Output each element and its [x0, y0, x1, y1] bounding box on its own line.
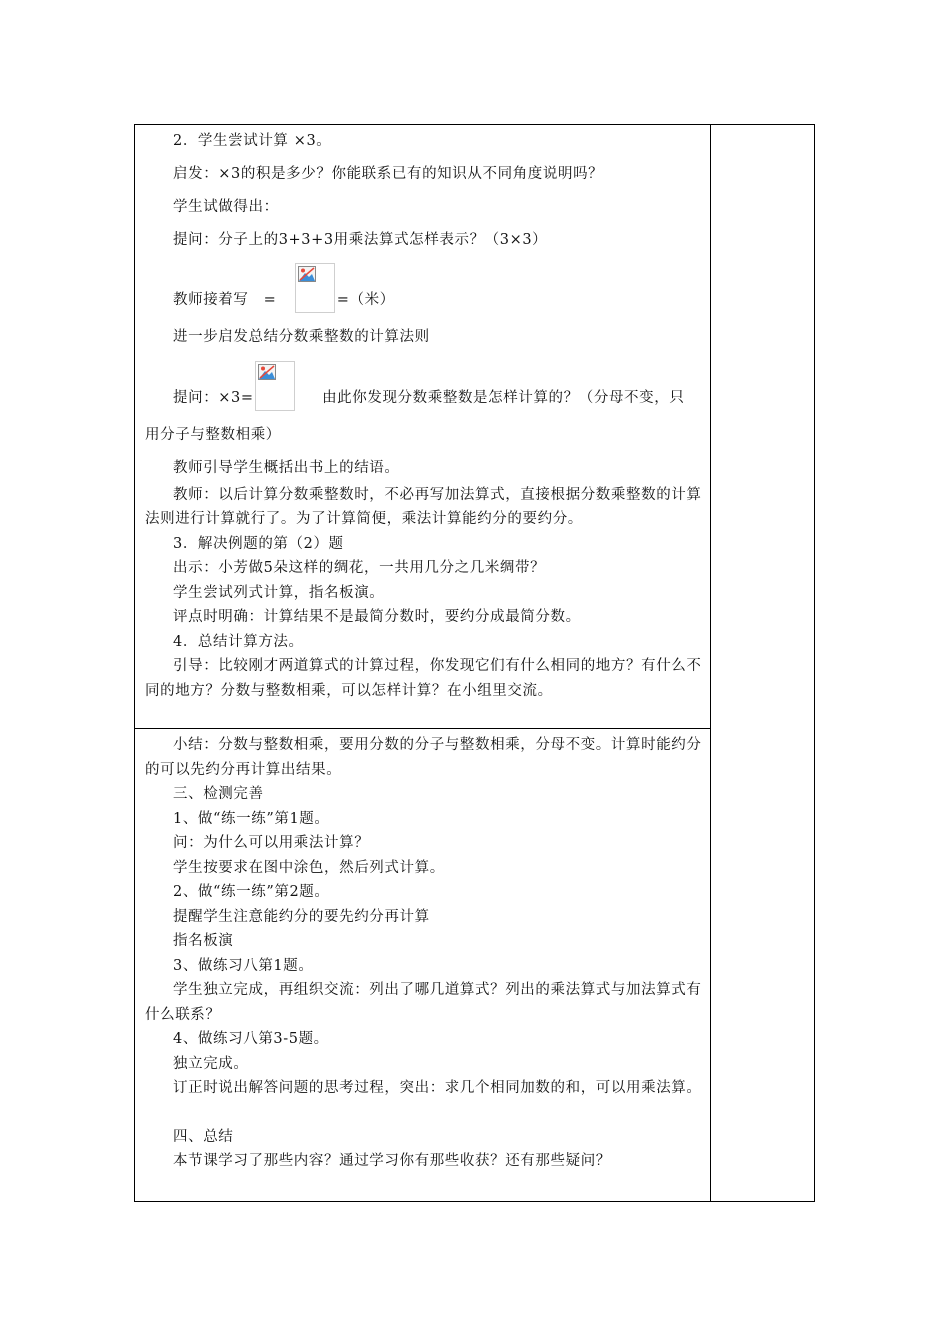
- formula-image-placeholder: [255, 361, 295, 411]
- question-rule-text: 由此你发现分数乘整数是怎样计算的？（分母不变，只: [322, 390, 685, 406]
- question-rule-row: [145, 357, 705, 407]
- section-3-heading: 三、检测完善: [173, 786, 264, 802]
- closing-questions-text: 本节课学习了那些内容？通过学习你有那些收获？还有那些疑问？: [173, 1153, 611, 1169]
- teacher-guide-text: 教师引导学生概括出书上的结语。: [173, 460, 400, 476]
- lower-content-cell: [145, 733, 705, 1174]
- rule-answer-text: 用分子与整数相乘）: [145, 427, 281, 443]
- exercise-2-board: 指名板演: [173, 933, 234, 949]
- correction-note-text: 订正时说出解答问题的思考过程，突出：求几个相同加数的和，可以用乘法算。: [173, 1080, 702, 1096]
- exercise-1-question: 问：为什么可以用乘法计算？: [173, 835, 370, 851]
- example-problem-text: 出示：小芳做5朵这样的绸花，一共用几分之几米绸带？: [173, 560, 546, 576]
- upper-content-cell: [145, 131, 705, 703]
- question-text: 提问：分子上的3+3+3用乘法算式怎样表示？（3×3）: [173, 232, 548, 248]
- exercise-1-instruction: 学生按要求在图中涂色，然后列式计算。: [173, 859, 445, 876]
- lesson-plan-table: [134, 124, 815, 1202]
- guide-discussion-text: 引导：比较刚才两道算式的计算过程，你发现它们有什么相同的地方？有什么不同的地方？分数与整数相乘，可以怎样计算？在小组里交流。: [145, 658, 702, 699]
- step-2-heading: 2．学生尝试计算 ×3。: [173, 133, 332, 149]
- section-4-heading: 四、总结: [173, 1128, 234, 1145]
- exercise-2-text: 2、做“练一练”第2题。: [173, 884, 330, 900]
- exercise-2-reminder: 提醒学生注意能约分的要先约分再计算: [173, 908, 430, 925]
- formula-image-placeholder: [295, 263, 335, 313]
- column-divider: [710, 125, 711, 1201]
- broken-image-icon: [298, 266, 316, 282]
- teacher-note-text: 教师：以后计算分数乘整数时，不必再写加法算式，直接根据分数乘整数的计算法则进行计算就行了。为了计算简便，乘法计算能约分的要约分。: [145, 486, 702, 527]
- teacher-writes-label: 教师接着写 =: [173, 292, 277, 308]
- broken-image-icon: [258, 364, 276, 380]
- exercise-3-text: 3、做练习八第1题。: [173, 957, 314, 974]
- prompt-question: 启发：×3的积是多少？你能联系已有的知识从不同角度说明吗？: [173, 166, 604, 182]
- exercise-4-text: 4、做练习八第3-5题。: [173, 1031, 329, 1047]
- step-3-heading: 3．解决例题的第（2）题: [173, 535, 344, 552]
- step-4-heading: 4．总结计算方法。: [173, 633, 304, 650]
- exercise-3-instruction: 学生独立完成，再组织交流：列出了哪几道算式？列出的乘法算式与加法算式有什么联系？: [145, 982, 702, 1023]
- student-result-text: 学生试做得出：: [173, 199, 279, 215]
- exercise-1-text: 1、做“练一练”第1题。: [173, 810, 330, 827]
- rule-summary-prompt: 进一步启发总结分数乘整数的计算法则: [173, 329, 430, 345]
- student-practice-text: 学生尝试列式计算，指名板演。: [173, 584, 385, 601]
- question-rule-label: 提问：×3=: [173, 390, 254, 406]
- teacher-writes-row: [145, 259, 705, 309]
- evaluation-note-text: 评点时明确：计算结果不是最简分数时，要约分成最简分数。: [173, 609, 581, 625]
- row-divider: [135, 728, 711, 729]
- teacher-writes-unit: =（米）: [336, 292, 395, 308]
- summary-text: 小结：分数与整数相乘，要用分数的分子与整数相乘，分母不变。计算时能约分的可以先约分再计算出结果。: [145, 737, 702, 778]
- exercise-4-instruction: 独立完成。: [173, 1055, 249, 1072]
